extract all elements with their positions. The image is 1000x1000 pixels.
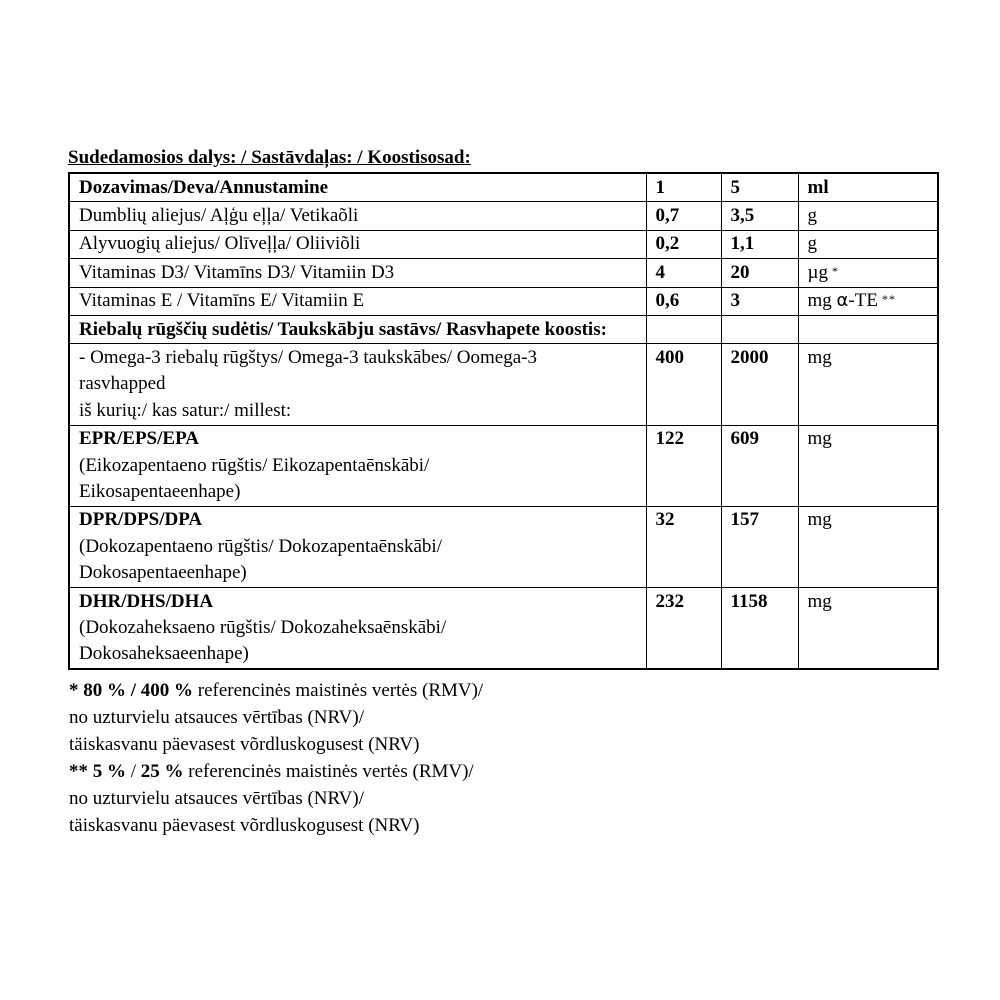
- value-per-5ml: 157: [721, 506, 798, 587]
- footnote-line: [69, 704, 937, 731]
- header-dose-1: 1: [646, 173, 721, 202]
- header-dose-5: 5: [721, 173, 798, 202]
- footnote-segment: referencinės maistinės vertės (RMV)/: [183, 761, 474, 783]
- footnote-line: [69, 785, 937, 812]
- value-per-5ml: 609: [721, 425, 798, 506]
- value-per-1ml: 32: [646, 506, 721, 587]
- ingredient-name-line: - Omega-3 riebalų rūgštys/ Omega-3 taukskābes/ Oomega-3: [79, 346, 537, 368]
- value-per-1ml: 4: [646, 259, 721, 287]
- unit-text: µg: [807, 261, 828, 283]
- unit-cell: [798, 588, 938, 670]
- acid-description-line: Eikosapentaeenhape): [79, 480, 241, 502]
- acid-description-line: (Eikozapentaeno rūgštis/ Eikozapentaēnskābi/: [79, 454, 430, 476]
- unit-text: mg: [807, 290, 837, 312]
- table-row-dha: [69, 588, 938, 670]
- table-row-olive-oil: [69, 230, 938, 258]
- value-per-1ml: 0,7: [646, 202, 721, 230]
- table-header-row: [69, 173, 938, 202]
- empty-cell: [721, 316, 798, 344]
- unit-cell: [798, 506, 938, 587]
- page-title: Sudedamosios dalys: / Sastāvdaļas: / Koostisosad:: [68, 147, 471, 168]
- table-row-epa: [69, 425, 938, 506]
- value-per-5ml: 1,1: [721, 230, 798, 258]
- footnote-line: [69, 758, 937, 785]
- table-row-vitamin-e: [69, 287, 938, 315]
- acid-code: DHR/DHS/DHA: [79, 590, 214, 612]
- unit-text: mg: [807, 428, 832, 450]
- unit-text: mg: [807, 590, 832, 612]
- unit-cell: [798, 344, 938, 425]
- value-per-5ml: 20: [721, 259, 798, 287]
- unit-text: -TE: [848, 290, 878, 312]
- footnote-marker: **: [881, 292, 896, 307]
- table-row-vitamin-d3: [69, 259, 938, 287]
- alpha-te-symbol: α: [836, 290, 849, 312]
- empty-cell: [646, 316, 721, 344]
- unit-text: mg: [807, 509, 832, 531]
- unit-cell: [798, 202, 938, 230]
- ingredient-name: Alyvuogių aliejus/ Olīveļļa/ Oliiviõli: [69, 230, 646, 258]
- footnotes-block: [68, 677, 937, 839]
- value-per-5ml: 1158: [721, 588, 798, 670]
- ingredient-name: [69, 425, 646, 506]
- footnote-line: [69, 731, 937, 758]
- ingredient-name: [69, 588, 646, 670]
- unit-cell: [798, 287, 938, 315]
- table-row-dpa: [69, 506, 938, 587]
- value-per-1ml: 0,2: [646, 230, 721, 258]
- ingredient-name-line: iš kurių:/ kas satur:/ millest:: [79, 399, 292, 421]
- footnote-segment: no uzturvielu atsauces vērtības (NRV)/: [69, 788, 365, 810]
- value-per-1ml: 0,6: [646, 287, 721, 315]
- footnote-marker: *: [831, 263, 839, 278]
- empty-cell: [798, 316, 938, 344]
- ingredients-sheet: [68, 146, 937, 839]
- ingredient-name-line: rasvhapped: [79, 373, 166, 395]
- table-section-row-fatty-acids: [69, 316, 938, 344]
- footnote-segment: 25 %: [140, 761, 184, 783]
- unit-cell: [798, 230, 938, 258]
- value-per-1ml: 122: [646, 425, 721, 506]
- acid-description-line: (Dokozaheksaeno rūgštis/ Dokozaheksaēnskābi/: [79, 617, 447, 638]
- value-per-1ml: 400: [646, 344, 721, 425]
- acid-code: DPR/DPS/DPA: [79, 509, 203, 531]
- unit-text: mg: [807, 346, 832, 368]
- unit-cell: [798, 425, 938, 506]
- ingredient-name: [69, 344, 646, 425]
- unit-cell: [798, 259, 938, 287]
- acid-description-line: Dokosaheksaeenhape): [79, 643, 249, 665]
- footnote-segment: täiskasvanu päevasest võrdluskogusest (NRV): [69, 734, 420, 756]
- ingredients-table: [68, 172, 939, 670]
- unit-text: g: [807, 233, 817, 255]
- ingredient-name: [69, 506, 646, 587]
- footnote-segment: referencinės maistinės vertės (RMV)/: [193, 680, 484, 702]
- acid-description-line: (Dokozapentaeno rūgštis/ Dokozapentaēnskābi/: [79, 535, 442, 557]
- acid-description-line: Dokosapentaeenhape): [79, 562, 247, 584]
- ingredient-name: Vitaminas D3/ Vitamīns D3/ Vitamiin D3: [69, 259, 646, 287]
- header-dosage-label: Dozavimas/Deva/Annustamine: [69, 173, 646, 202]
- footnote-segment: no uzturvielu atsauces vērtības (NRV)/: [69, 707, 365, 729]
- ingredient-name: Vitaminas E / Vitamīns E/ Vitamiin E: [69, 287, 646, 315]
- value-per-5ml: 3: [721, 287, 798, 315]
- unit-text: g: [807, 204, 817, 226]
- footnote-segment: ** 5 %: [69, 761, 126, 783]
- header-unit: ml: [798, 173, 938, 202]
- table-row-omega-3: [69, 344, 938, 425]
- acid-code: EPR/EPS/EPA: [79, 428, 199, 450]
- value-per-5ml: 2000: [721, 344, 798, 425]
- value-per-5ml: 3,5: [721, 202, 798, 230]
- footnote-segment: * 80 % / 400 %: [69, 680, 194, 702]
- section-title: Riebalų rūgščių sudėtis/ Taukskābju sastāvs/ Rasvhapete koostis:: [69, 316, 646, 344]
- ingredient-name: Dumblių aliejus/ Aļģu eļļa/ Vetikaõli: [69, 202, 646, 230]
- footnote-segment: /: [126, 761, 141, 783]
- footnote-line: [69, 677, 937, 704]
- value-per-1ml: 232: [646, 588, 721, 670]
- table-row-algae-oil: [69, 202, 938, 230]
- footnote-segment: täiskasvanu päevasest võrdluskogusest (NRV): [69, 815, 420, 837]
- footnote-line: [69, 812, 937, 839]
